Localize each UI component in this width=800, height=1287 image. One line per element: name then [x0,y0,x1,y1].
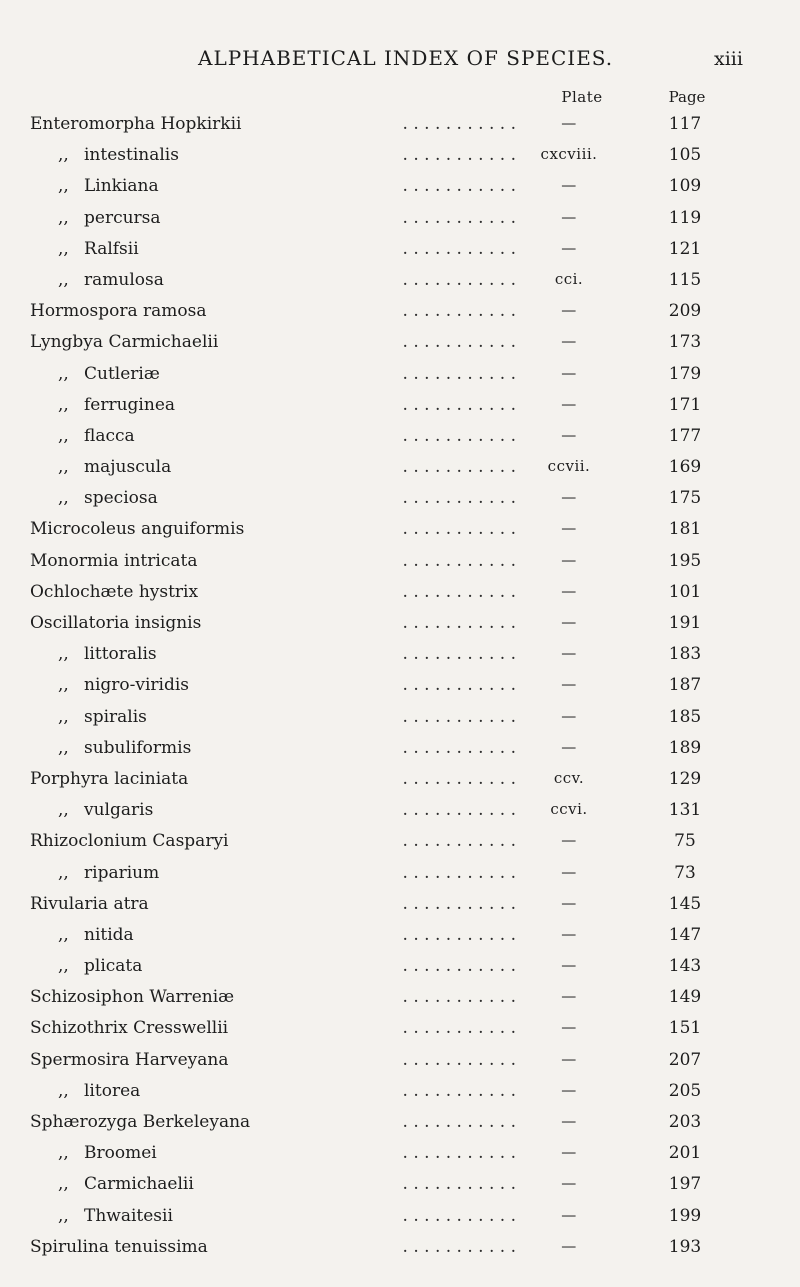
ditto-mark: ,, [58,737,69,758]
ditto-mark: ,, [58,145,69,166]
species-name: majuscula [84,457,172,478]
page-ref: 105 [668,145,702,166]
species-name: ferruginea [84,394,176,415]
index-entry [0,486,800,517]
index-entry [0,393,800,424]
page-ref: 205 [668,1080,702,1101]
page-header [0,40,800,80]
dot-leader: . . . . . . . . . . . [402,394,516,415]
species-name: Oscillatoria insignis [30,613,202,633]
dot-leader: . . . . . . . . . . . [402,238,516,259]
index-entry [0,611,800,642]
ditto-mark: ,, [58,706,69,727]
species-name: speciosa [84,488,158,509]
dot-leader: . . . . . . . . . . . [402,207,516,228]
dot-leader: . . . . . . . . . . . [402,800,516,821]
page-ref: 101 [668,581,702,602]
page-title: ALPHABETICAL INDEX OF SPECIES. [198,46,614,70]
species-name: Schizothrix Cresswellii [30,1018,229,1039]
species-name: subuliformis [84,737,192,758]
species-name: nigro-viridis [84,675,190,696]
dot-leader: . . . . . . . . . . . [402,924,516,945]
page-column-header: Page [668,88,706,106]
page-ref: 151 [668,1018,702,1039]
page-ref: 179 [668,363,702,384]
page-ref: 171 [668,394,702,415]
species-name: Broomei [84,1143,157,1164]
dot-leader: . . . . . . . . . . . [402,176,516,197]
index-entry [0,580,800,611]
species-name: Rivularia atra [30,893,149,914]
plate-number: — [561,519,577,538]
plate-number: — [561,114,577,132]
plate-number: — [561,488,577,507]
species-name: Enteromorpha Hopkirkii [30,114,242,134]
plate-number: — [561,394,577,413]
species-name: Thwaitesii [84,1205,173,1226]
dot-leader: . . . . . . . . . . . [402,301,516,322]
plate-number: — [561,644,577,663]
species-name: Schizosiphon Warreniæ [30,987,235,1008]
plate-number: — [561,301,577,320]
plate-number: — [561,1236,577,1255]
dot-leader: . . . . . . . . . . . [402,1205,516,1226]
ditto-mark: ,, [58,363,69,384]
species-name: intestinalis [84,145,179,166]
page-ref: 121 [668,238,702,259]
ditto-mark: ,, [58,269,69,290]
index-entry [0,455,800,486]
index-entry [0,673,800,704]
species-name: Carmichaelii [84,1174,194,1195]
page-ref: 115 [668,269,702,290]
dot-leader: . . . . . . . . . . . [402,519,516,540]
plate-number: — [561,1205,577,1224]
index-entry [0,1204,800,1235]
page-ref: 143 [668,956,702,977]
dot-leader: . . . . . . . . . . . [402,1080,516,1101]
plate-number: — [561,581,577,600]
page-ref: 183 [668,644,702,665]
page-ref: 149 [668,987,702,1008]
species-name: Linkiana [84,176,159,197]
dot-leader: . . . . . . . . . . . [402,269,516,290]
index-entry [0,1016,800,1047]
species-name: Lyngbya Carmichaelii [30,332,219,353]
index-entry [0,112,800,143]
ditto-mark: ,, [58,862,69,883]
index-entry [0,985,800,1016]
plate-number: — [561,1080,577,1099]
species-name: Spermosira Harveyana [30,1049,229,1070]
page-ref: 177 [668,425,702,446]
plate-number: ccv. [553,768,585,787]
ditto-mark: ,, [58,394,69,415]
ditto-mark: ,, [58,176,69,197]
index-entry [0,1110,800,1141]
index-entry [0,206,800,237]
page-ref: 131 [668,800,702,821]
dot-leader: . . . . . . . . . . . [402,831,516,852]
plate-number: — [561,550,577,569]
species-name: plicata [84,956,143,977]
page-ref: 187 [668,675,702,696]
ditto-mark: ,, [58,1080,69,1101]
species-name: Sphærozyga Berkeleyana [30,1112,251,1132]
species-name: percursa [84,207,161,228]
page-ref: 147 [668,924,702,945]
index-entry [0,1141,800,1172]
species-name: littoralis [84,644,157,665]
page-ref: 145 [668,893,702,914]
species-index-list [0,112,800,1266]
plate-number: — [561,1143,577,1162]
plate-number: cxcviii. [540,145,598,164]
dot-leader: . . . . . . . . . . . [402,1174,516,1195]
page-ref: 119 [668,207,702,228]
index-entry [0,954,800,985]
species-name: spiralis [84,706,147,727]
dot-leader: . . . . . . . . . . . [402,644,516,665]
index-entry [0,642,800,673]
plate-number: — [561,613,577,631]
dot-leader: . . . . . . . . . . . [402,145,516,166]
plate-number: — [561,207,577,226]
page-ref: 109 [668,176,702,197]
plate-number: — [561,893,577,912]
index-entry [0,1235,800,1266]
dot-leader: . . . . . . . . . . . [402,893,516,914]
index-entry [0,861,800,892]
index-entry [0,1048,800,1079]
dot-leader: . . . . . . . . . . . [402,862,516,883]
page-ref: 175 [668,488,702,509]
dot-leader: . . . . . . . . . . . [402,1049,516,1070]
dot-leader: . . . . . . . . . . . [402,768,516,789]
ditto-mark: ,, [58,956,69,977]
dot-leader: . . . . . . . . . . . [402,332,516,353]
index-entry [0,829,800,860]
species-name: Spirulina tenuissima [30,1236,208,1257]
dot-leader: . . . . . . . . . . . [402,706,516,727]
ditto-mark: ,, [58,1174,69,1195]
plate-number: — [561,675,577,694]
ditto-mark: ,, [58,644,69,665]
dot-leader: . . . . . . . . . . . [402,675,516,696]
page-ref: 201 [668,1143,702,1164]
page-ref: 195 [668,550,702,571]
index-entry [0,736,800,767]
index-entry [0,174,800,205]
plate-number: — [561,987,577,1006]
index-entry [0,143,800,174]
page-ref: 73 [674,862,696,883]
dot-leader: . . . . . . . . . . . [402,737,516,758]
page-ref: 197 [668,1174,702,1195]
page-ref: 191 [668,613,702,633]
plate-number: cci. [554,269,584,288]
index-entry [0,767,800,798]
species-name: Microcoleus anguiformis [30,519,245,540]
plate-number: ccvii. [547,457,591,476]
index-entry [0,330,800,361]
ditto-mark: ,, [58,488,69,509]
index-entry [0,1172,800,1203]
plate-number: — [561,924,577,943]
ditto-mark: ,, [58,238,69,259]
dot-leader: . . . . . . . . . . . [402,457,516,478]
species-name: vulgaris [84,800,154,821]
index-entry [0,268,800,299]
index-entry [0,237,800,268]
page-ref: 169 [668,457,702,478]
plate-number: — [561,737,577,756]
index-entry [0,892,800,923]
ditto-mark: ,, [58,207,69,228]
index-entry [0,549,800,580]
index-entry [0,798,800,829]
species-name: Ralfsii [84,238,139,259]
ditto-mark: ,, [58,425,69,446]
dot-leader: . . . . . . . . . . . [402,956,516,977]
dot-leader: . . . . . . . . . . . [402,1018,516,1039]
plate-number: — [561,1112,577,1130]
plate-number: — [561,1018,577,1037]
page-ref: 75 [674,831,696,852]
page-ref: 117 [668,114,702,134]
page-ref: 181 [668,519,702,540]
species-name: Porphyra laciniata [30,768,189,789]
page-number: xiii [714,48,743,70]
index-entry [0,362,800,393]
index-entry [0,923,800,954]
species-name: Hormospora ramosa [30,301,207,322]
index-entry [0,705,800,736]
page-ref: 185 [668,706,702,727]
dot-leader: . . . . . . . . . . . [402,1236,516,1257]
ditto-mark: ,, [58,675,69,696]
page-ref: 209 [668,301,702,322]
dot-leader: . . . . . . . . . . . [402,1143,516,1164]
index-entry [0,424,800,455]
ditto-mark: ,, [58,800,69,821]
plate-number: ccvi. [550,800,588,819]
species-name: Cutleriæ [84,363,160,384]
species-name: nitida [84,924,134,945]
dot-leader: . . . . . . . . . . . [402,363,516,384]
species-name: flacca [84,425,135,446]
dot-leader: . . . . . . . . . . . [402,613,516,633]
page-ref: 129 [668,768,702,789]
plate-number: — [561,831,577,850]
page-ref: 173 [668,332,702,353]
plate-number: — [561,238,577,257]
plate-number: — [561,425,577,444]
index-entry [0,1079,800,1110]
plate-column-header: Plate [561,88,603,106]
index-entry [0,517,800,548]
plate-number: — [561,862,577,881]
plate-number: — [561,956,577,975]
species-name: Rhizoclonium Casparyi [30,831,229,852]
species-name: riparium [84,862,160,883]
page-ref: 199 [668,1205,702,1226]
page-ref: 207 [668,1049,702,1070]
species-name: Ochlochæte hystrix [30,581,199,602]
plate-number: — [561,332,577,351]
dot-leader: . . . . . . . . . . . [402,1112,516,1132]
page-ref: 193 [668,1236,702,1257]
ditto-mark: ,, [58,1143,69,1164]
dot-leader: . . . . . . . . . . . [402,425,516,446]
species-name: litorea [84,1080,141,1101]
page-ref: 203 [668,1112,702,1132]
dot-leader: . . . . . . . . . . . [402,987,516,1008]
dot-leader: . . . . . . . . . . . [402,550,516,571]
plate-number: — [561,176,577,195]
dot-leader: . . . . . . . . . . . [402,114,516,134]
plate-number: — [561,1049,577,1068]
species-name: Monormia intricata [30,550,198,571]
index-entry [0,299,800,330]
species-name: ramulosa [84,269,164,290]
page-ref: 189 [668,737,702,758]
dot-leader: . . . . . . . . . . . [402,488,516,509]
ditto-mark: ,, [58,457,69,478]
plate-number: — [561,363,577,382]
plate-number: — [561,706,577,725]
ditto-mark: ,, [58,1205,69,1226]
dot-leader: . . . . . . . . . . . [402,581,516,602]
ditto-mark: ,, [58,924,69,945]
plate-number: — [561,1174,577,1193]
